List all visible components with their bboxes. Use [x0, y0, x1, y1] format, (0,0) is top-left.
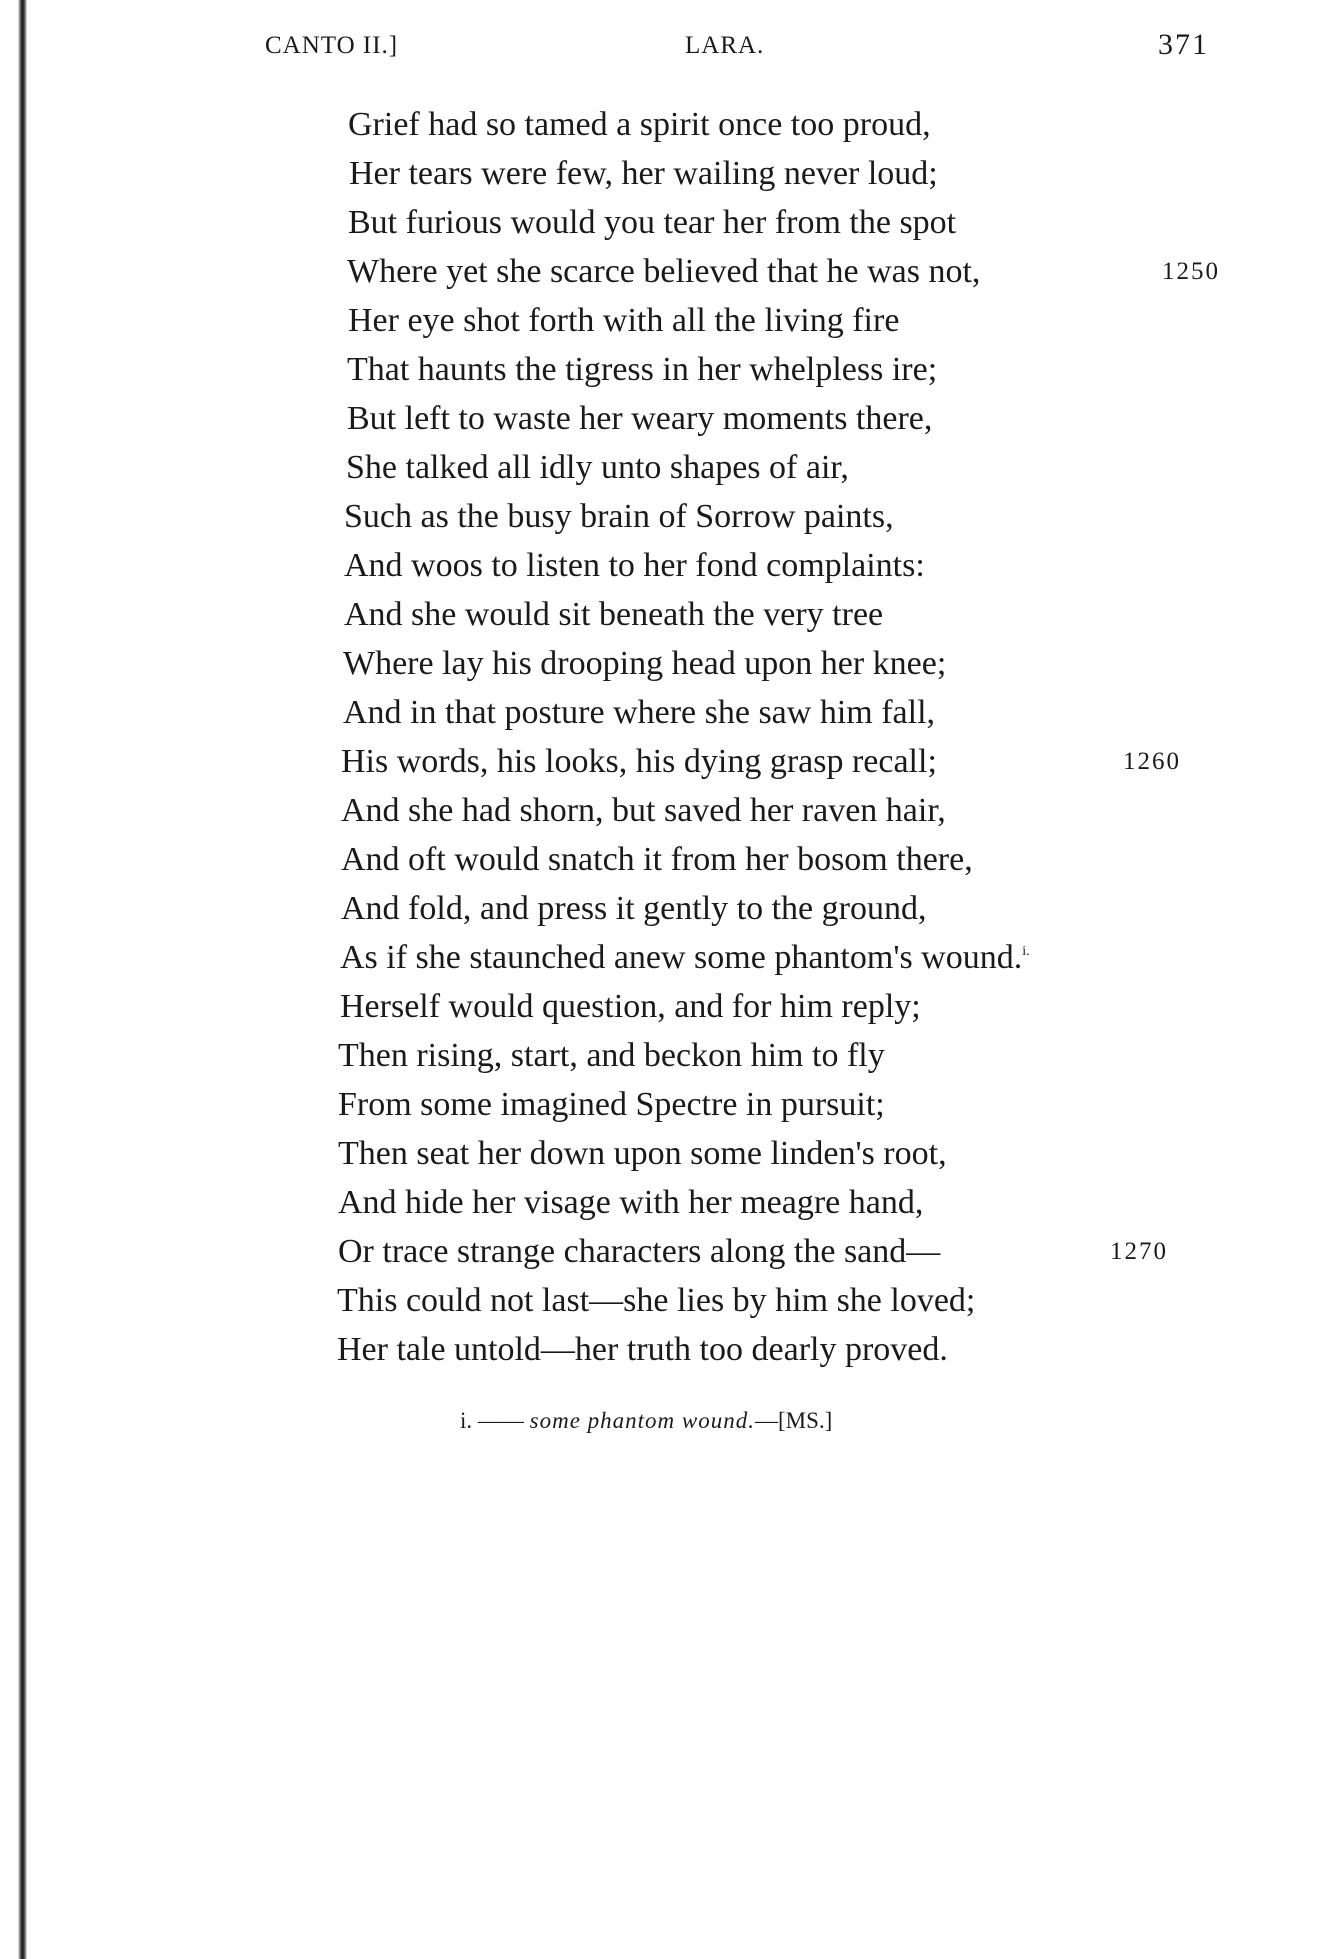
poem-line-text: Then seat her down upon some linden's root, — [338, 1135, 947, 1172]
poem-line — [0, 443, 1344, 492]
poem-line-text: And fold, and press it gently to the ground, — [341, 890, 927, 927]
line-number: 1250 — [1162, 258, 1220, 285]
page-number: 371 — [1158, 28, 1209, 61]
poem-line — [0, 541, 1344, 590]
poem-line-text: But furious would you tear her from the spot — [348, 204, 957, 241]
poem-line-text: As if she staunched anew some phantom's wound.$^{i.}$ — [340, 939, 1030, 976]
poem-line — [0, 247, 1344, 296]
poem-line-text: Her eye shot forth with all the living fire — [348, 302, 900, 339]
poem-line-text: Then rising, start, and beckon him to fly — [338, 1037, 885, 1074]
poem-line — [0, 737, 1344, 786]
footnote-reference: i. — [1022, 944, 1030, 959]
poem-line-text: But left to waste her weary moments there, — [347, 400, 933, 437]
poem-line — [0, 884, 1344, 933]
poem-line-text: Or trace strange characters along the sand— — [338, 1233, 941, 1270]
poem-line — [0, 933, 1344, 982]
poem-line — [0, 198, 1344, 247]
poem-line-text: Her tears were few, her wailing never loud; — [349, 155, 938, 192]
footnote-text: some phantom wound. — [529, 1408, 756, 1433]
poem-body — [0, 100, 1344, 1374]
poem-line-text: From some imagined Spectre in pursuit; — [338, 1086, 885, 1123]
poem-line-text: And she would sit beneath the very tree — [344, 596, 884, 633]
poem-line-text: Grief had so tamed a spirit once too proud, — [348, 106, 931, 143]
poem-line — [0, 149, 1344, 198]
footnote-source: —[MS.] — [755, 1408, 833, 1433]
poem-line-text: And hide her visage with her meagre hand, — [338, 1184, 924, 1221]
footnote-dash: —— — [477, 1408, 524, 1433]
poem-line — [0, 296, 1344, 345]
poem-title: LARA. — [685, 32, 765, 59]
poem-line — [0, 639, 1344, 688]
poem-line-text: Her tale untold—her truth too dearly proved. — [337, 1331, 948, 1368]
poem-line — [0, 1325, 1344, 1374]
poem-line — [0, 982, 1344, 1031]
poem-line — [0, 345, 1344, 394]
poem-line-text: This could not last—she lies by him she loved; — [337, 1282, 976, 1319]
poem-line — [0, 1129, 1344, 1178]
poem-line — [0, 835, 1344, 884]
poem-line — [0, 1276, 1344, 1325]
poem-line — [0, 492, 1344, 541]
running-header — [265, 28, 1209, 68]
poem-line — [0, 1178, 1344, 1227]
poem-line — [0, 1080, 1344, 1129]
poem-line — [0, 688, 1344, 737]
poem-line-text: And she had shorn, but saved her raven hair, — [341, 792, 946, 829]
poem-line — [0, 786, 1344, 835]
poem-line-text: And oft would snatch it from her bosom there, — [341, 841, 973, 878]
poem-line-text: That haunts the tigress in her whelpless ire; — [347, 351, 938, 388]
poem-line — [0, 1031, 1344, 1080]
footnote-marker: i. — [460, 1408, 473, 1433]
poem-line-text: And in that posture where she saw him fall, — [343, 694, 936, 731]
footnote — [460, 1408, 832, 1434]
line-number: 1260 — [1123, 748, 1181, 775]
line-number: 1270 — [1110, 1238, 1168, 1265]
poem-line-text: And woos to listen to her fond complaints: — [344, 547, 925, 584]
poem-line-text: His words, his looks, his dying grasp recall; — [341, 743, 937, 780]
poem-line — [0, 590, 1344, 639]
poem-line — [0, 394, 1344, 443]
poem-line-text: Herself would question, and for him reply; — [340, 988, 921, 1025]
poem-line-text: Where lay his drooping head upon her knee; — [343, 645, 947, 682]
poem-line-text: She talked all idly unto shapes of air, — [346, 449, 849, 486]
poem-line — [0, 100, 1344, 149]
poem-line — [0, 1227, 1344, 1276]
poem-line-text: Where yet she scarce believed that he was not, — [347, 253, 981, 290]
poem-line-text: Such as the busy brain of Sorrow paints, — [344, 498, 894, 535]
canto-label: CANTO II.] — [265, 32, 399, 59]
